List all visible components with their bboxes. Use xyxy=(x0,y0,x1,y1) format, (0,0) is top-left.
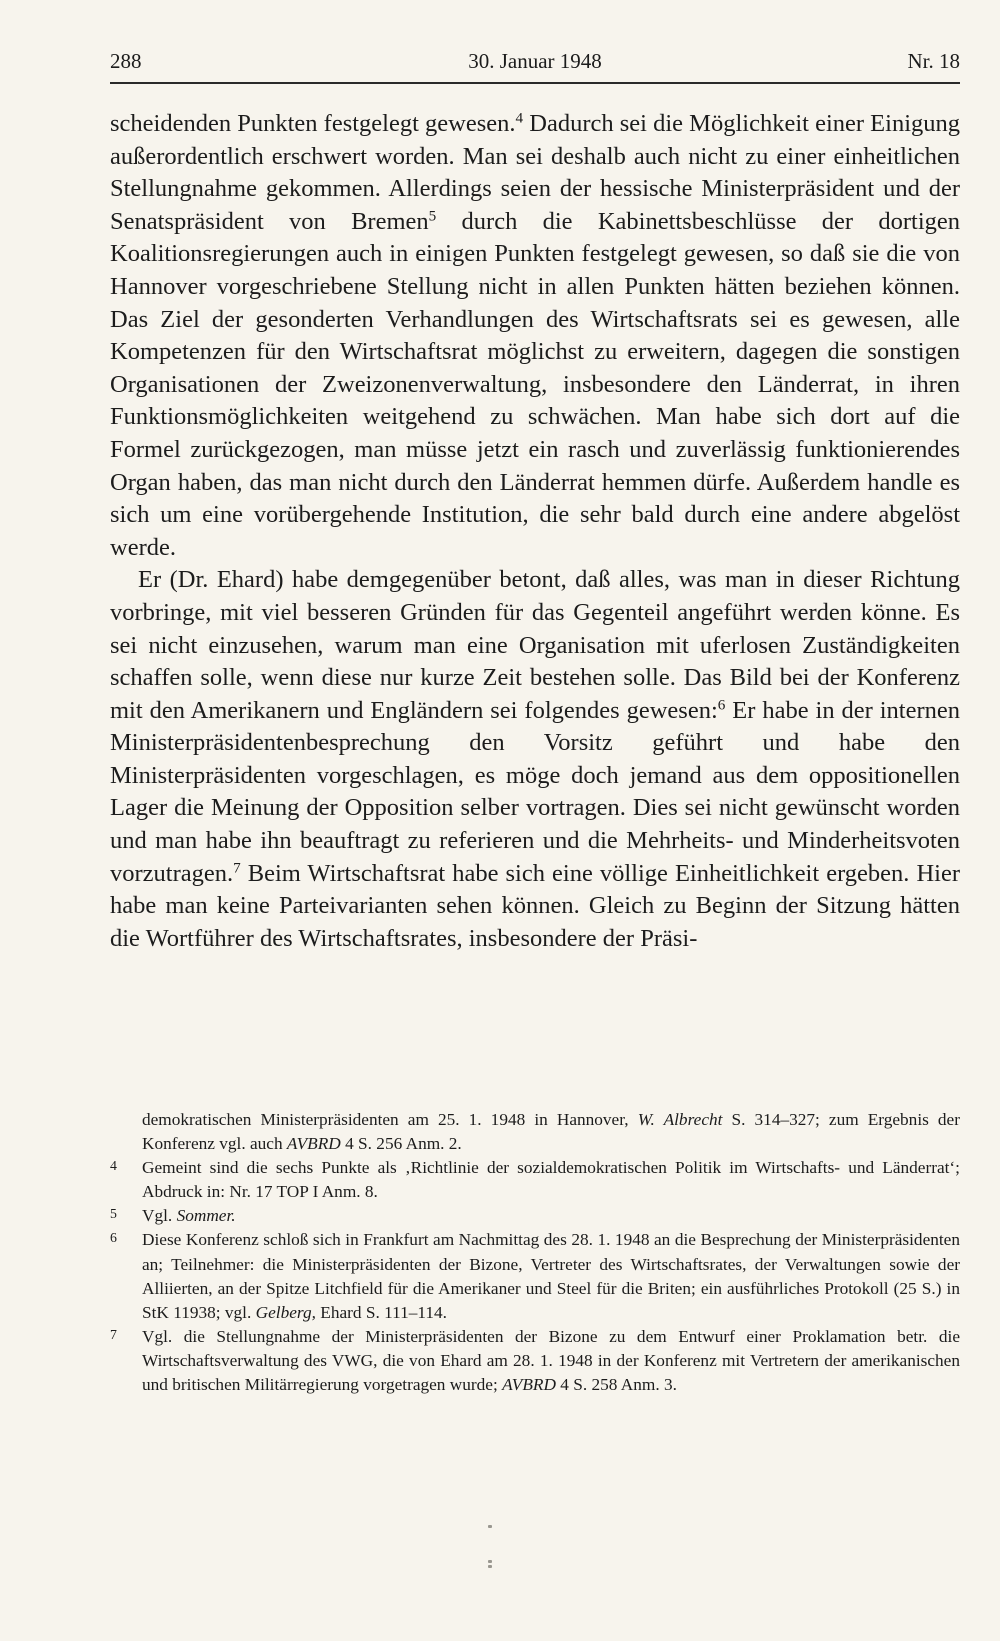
footnote-list xyxy=(110,1156,960,1397)
footnotes xyxy=(110,1108,960,1397)
page-number: 288 xyxy=(110,49,142,73)
footnote-number: 5 xyxy=(110,1206,117,1222)
footnote-6: 6 Diese Konferenz schloß sich in Frankfurt am Nachmittag des 28. 1. 1948 an die Besprechung der Ministerpräsidenten an; Teilnehmer: die Ministerpräsidenten der Bizone, Vertreter des Wirtschaftsrates, der Verwaltungen sowie der Alliierten, an der Spitze Litchfield für die Amerikaner und Steel für die Briten; ein ausführliches Protokoll (25 S.) in StK 11938; vgl. Gelberg, Ehard S. 111–114. xyxy=(110,1230,960,1322)
italic-citation: AVBRD xyxy=(502,1375,556,1395)
footnote-reference: 6 xyxy=(717,696,726,714)
footnote-reference: 5 xyxy=(428,207,437,225)
document-number: Nr. 18 xyxy=(907,49,960,73)
page-speck xyxy=(488,1565,492,1568)
footnote-number: 4 xyxy=(110,1158,117,1174)
paragraph: Er (Dr. Ehard) habe demgegenüber betont, daß alles, was man in dieser Richtung vorbringe, mit viel besseren Gründen für das Gegenteil angeführt werden könne. Es sei nicht einzusehen, warum man eine Organisation mit uferlosen Zuständigkeiten schaffen solle, wenn diese nur kurze Zeit bestehen solle. Das Bild bei der Konferenz mit den Amerikanern und Engländern sei folgendes gewesen:$^6$ Er habe in der internen Ministerpräsidentenbesprechung den Vorsitz geführt und habe den Ministerpräsidenten vorgeschlagen, es möge doch jemand aus dem oppositionellen Lager die Meinung der Opposition selber vortragen. Dies sei nicht gewünscht worden und man habe ihn beauftragt zu referieren und die Mehrheits- und Minderheitsvoten vorzutragen.$^7$ Beim Wirtschaftsrat habe sich eine völlige Einheitlichkeit ergeben. Hier habe man keine Parteivarianten sehen können. Gleich zu Beginn der Sitzung hätten die Wortführer des Wirtschaftsrates, insbesondere der Präsi- xyxy=(110,566,960,952)
page-speck xyxy=(488,1560,492,1563)
main-text xyxy=(110,108,960,955)
footnote-7: 7 Vgl. die Stellungnahme der Ministerpräsidenten der Bizone zu dem Entwurf einer Proklamation betr. die Wirtschaftsverwaltung des VWG, die von Ehard am 28. 1. 1948 in der Konferenz mit Vertretern der amerikanischen und britischen Militärregierung vorgetragen wurde; AVBRD 4 S. 258 Anm. 3. xyxy=(110,1326,960,1395)
footnote-4: 4 Gemeint sind die sechs Punkte als ‚Richtlinie der sozialdemokratischen Politik im Wirtschafts- und Länderrat‘; Abdruck in: Nr. 17 TOP I Anm. 8. xyxy=(110,1158,960,1202)
page-header xyxy=(110,46,960,84)
footnote-reference: 7 xyxy=(233,859,241,877)
page-speck xyxy=(488,1525,492,1528)
footnote-number: 7 xyxy=(110,1326,117,1342)
italic-citation: Sommer. xyxy=(176,1206,236,1226)
footnote-reference: 4 xyxy=(515,109,524,127)
italic-citation: W. Albrecht xyxy=(637,1110,723,1129)
footnote-5: 5 Vgl. Sommer. xyxy=(110,1206,236,1226)
paragraph: scheidenden Punkten festgelegt gewesen.$^4$ Dadurch sei die Möglichkeit einer Einigung außerordentlich erschwert worden. Man sei deshalb auch nicht zu einer einheitlichen Stellungnahme gekommen. Allerdings seien der hessische Ministerpräsident und der Senatspräsident von Bremen$^5$ durch die Kabinettsbeschlüsse der dortigen Koalitionsregierungen auch in einigen Punkten festgelegt gewesen, so daß sie die von Hannover vorgeschriebene Stellung nicht in allen Punkten hätten beziehen können. Das Ziel der gesonderten Verhandlungen des Wirtschaftsrats sei es gewesen, alle Kompetenzen für den Wirtschaftsrat möglichst zu erweitern, dagegen die sonstigen Organisationen der Zweizonenverwaltung, insbesondere den Länderrat, in ihren Funktionsmöglichkeiten weitgehend zu schwächen. Man habe sich dort auf die Formel zurückgezogen, man müsse jetzt ein rasch und zuverlässig funktionierendes Organ haben, das man nicht durch den Länderrat hemmen dürfe. Außerdem handle es sich um eine vorübergehende Institution, die sehr bald durch eine andere abgelöst werde. xyxy=(110,109,961,561)
italic-citation: Gelberg, xyxy=(255,1302,316,1322)
italic-citation: AVBRD xyxy=(286,1134,341,1154)
footnote-continuation: demokratischen Ministerpräsidenten am 25. 1. 1948 in Hannover, W. Albrecht S. 314–327; zum Ergebnis der Konferenz vgl. auch AVBRD 4 S. 256 Anm. 2. xyxy=(142,1110,960,1154)
header-date: 30. Januar 1948 xyxy=(468,49,602,73)
footnote-number: 6 xyxy=(110,1230,117,1246)
